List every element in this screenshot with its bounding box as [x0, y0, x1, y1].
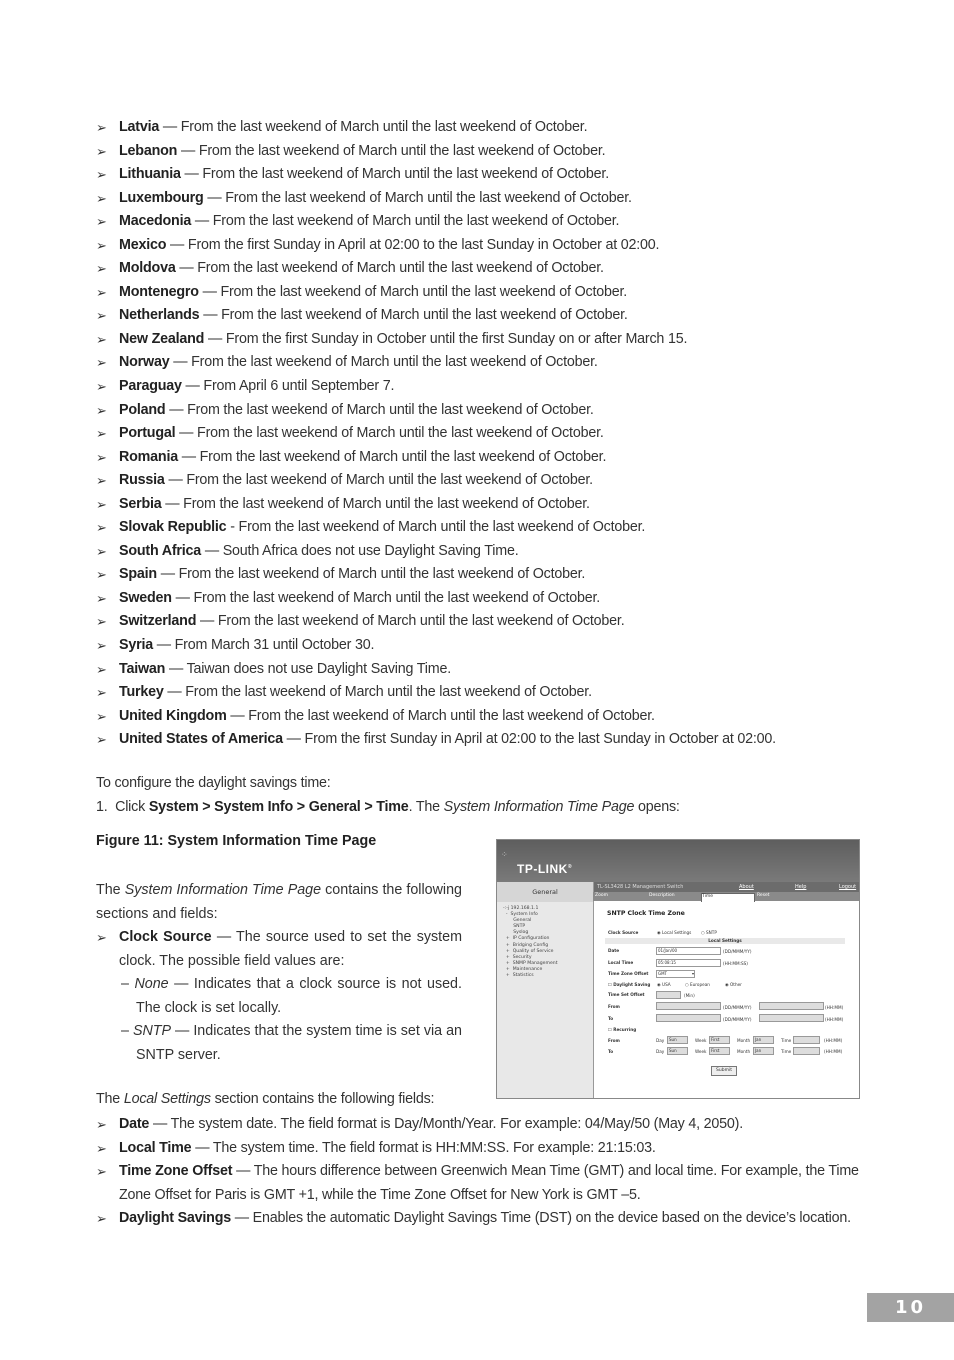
dst-rule: — From the last weekend of March until the last weekend of October.	[199, 307, 628, 324]
dst-country-item	[96, 422, 856, 446]
logo-text: TP-LINK	[517, 862, 568, 876]
country-name: Paraguay	[119, 378, 182, 395]
help-link[interactable]: Help	[795, 884, 807, 890]
nav-tree[interactable]: -:-j 192.168.1.1 - System Info General SNTP Syslog + IP Configuration + Bridging Config + Quality of Service + Security + SNMP Management + Maintenance + Statistics	[503, 906, 558, 979]
dst-country-item	[96, 375, 856, 399]
clock-source-item	[96, 926, 462, 973]
bullet-arrow-icon: ➢	[96, 1117, 107, 1132]
country-name: Spain	[119, 566, 157, 583]
about-link[interactable]: About	[739, 884, 754, 890]
submit-button[interactable]: Submit	[711, 1066, 737, 1076]
menu-path: System > System Info > General > Time	[148, 799, 409, 815]
dst-country-item	[96, 446, 856, 470]
bullet-arrow-icon: ➢	[96, 661, 107, 677]
to-recurring-time-input[interactable]	[793, 1047, 820, 1055]
dst-country-item	[96, 681, 856, 705]
country-name: Slovak Republic	[119, 519, 227, 536]
dst-country-item	[96, 493, 856, 517]
from-time-input[interactable]	[759, 1002, 824, 1010]
clock-source-label: Clock Source	[608, 930, 639, 935]
from-recurring-time-format: (HH:MM)	[824, 1038, 843, 1043]
bullet-arrow-icon: ➢	[96, 567, 107, 583]
logo-dots-icon: ⁘	[501, 850, 508, 859]
option-desc: — Indicates that the system time is set via an SNTP server.	[136, 1023, 462, 1063]
local-field-item	[96, 1137, 860, 1161]
local-settings-list	[96, 1113, 860, 1231]
dst-country-item	[96, 516, 856, 540]
dst-rule: — From the last weekend of March until the last weekend of October.	[177, 448, 607, 465]
radio-european[interactable]: ○ European	[685, 982, 710, 987]
logo-mark: ®	[567, 864, 573, 870]
dst-rule: — From April 6 until September 7.	[181, 378, 395, 395]
intro-paragraph	[96, 879, 462, 926]
radio-usa[interactable]: ◉ USA	[657, 982, 671, 987]
bullet-arrow-icon: ➢	[96, 143, 107, 159]
country-name: Serbia	[119, 495, 162, 512]
field-desc: — The system date. The field format is Day/Month/Year. For example: 04/May/50 (May 4, 2050).	[149, 1116, 744, 1132]
radio-label: Other	[730, 982, 742, 987]
time-set-offset-label: Time Set Offset	[608, 992, 645, 997]
radio-local-settings[interactable]: ◉ Local Settings	[657, 930, 692, 935]
step-number: 1.	[96, 799, 108, 815]
radio-label: European	[690, 982, 710, 987]
figure-caption: Figure 11: System Information Time Page	[96, 833, 377, 849]
local-intro-post: section contains the following fields:	[210, 1091, 435, 1107]
country-name: Netherlands	[119, 307, 200, 324]
bullet-arrow-icon: ➢	[96, 708, 107, 724]
dst-country-item	[96, 610, 856, 634]
bullet-arrow-icon: ➢	[96, 426, 107, 442]
radio-label: USA	[662, 982, 671, 987]
bullet-arrow-icon: ➢	[96, 543, 107, 559]
dst-rule: — From the last weekend of March until the last weekend of October.	[180, 166, 609, 183]
bullet-arrow-icon: ➢	[96, 261, 107, 277]
bullet-arrow-icon: ➢	[96, 284, 107, 300]
product-name: TL-SL3428 L2 Management Switch	[597, 884, 684, 890]
intro-page: System Information Time Page	[124, 882, 322, 898]
country-name: United Kingdom	[119, 707, 227, 724]
bullet-arrow-icon: ➢	[96, 590, 107, 606]
intro-pre: The	[96, 882, 125, 898]
chevron-down-icon: ▾	[691, 971, 694, 976]
dst-country-item	[96, 399, 856, 423]
local-intro-term: Local Settings	[123, 1091, 211, 1107]
bullet-arrow-icon: ➢	[96, 190, 107, 206]
step-mid: . The	[408, 799, 444, 815]
page-name: System Information Time Page	[443, 799, 635, 815]
from-date-format: (DD/MMM/YY)	[723, 1005, 752, 1010]
from-time-label: Time	[781, 1038, 792, 1043]
dst-rule: — From the last weekend of March until the last weekend of October.	[164, 472, 593, 489]
bullet-arrow-icon: ➢	[96, 1140, 107, 1156]
local-time-label: Local Time	[608, 960, 634, 965]
option-none	[96, 973, 462, 1020]
dst-rule: — From the last weekend of March until the last weekend of October.	[169, 354, 598, 371]
tz-value: GMT	[658, 971, 667, 976]
field-term: Date	[119, 1116, 150, 1132]
recurring-from-label: From	[608, 1038, 620, 1043]
tp-link-logo	[517, 862, 572, 876]
option-term: None	[134, 976, 169, 992]
local-settings-band: Local Settings	[605, 938, 845, 944]
bullet-arrow-icon: ➢	[96, 685, 107, 701]
country-name: Switzerland	[119, 613, 197, 630]
country-name: Portugal	[119, 425, 176, 442]
dst-country-item	[96, 540, 856, 564]
field-desc: — The hours difference between Greenwich Mean Time (GMT) and local time. For example, the Time Zone Offset for Paris is GMT +1, while the Time Zone Offset for New York is GMT –5.	[119, 1163, 859, 1203]
local-intro-pre: The	[96, 1091, 124, 1107]
time-format: (HH:MM:SS)	[723, 961, 748, 966]
country-name: Romania	[119, 448, 178, 465]
bullet-arrow-icon: ➢	[96, 331, 107, 347]
field-desc: — Enables the automatic Daylight Savings Time (DST) on the device based on the device’s location.	[231, 1210, 851, 1226]
option-desc: — Indicates that a clock source is not used. The clock is set locally.	[136, 976, 462, 1016]
dst-rule: — From the last weekend of March until the last weekend of October.	[196, 613, 625, 630]
step-post: opens:	[634, 799, 680, 815]
dst-rule: — From the first Sunday in April at 02:00 to the last Sunday in October at 02:00.	[166, 236, 660, 253]
country-name: Sweden	[119, 589, 172, 606]
offset-unit: (Min)	[684, 993, 695, 998]
intro-column	[96, 879, 462, 1067]
dst-country-item	[96, 328, 856, 352]
from-day-select[interactable]: Sun	[667, 1036, 688, 1044]
to-time-label: Time	[781, 1049, 792, 1054]
country-name: New Zealand	[119, 330, 205, 347]
dst-country-item	[96, 210, 856, 234]
bullet-arrow-icon: ➢	[96, 1211, 107, 1226]
dst-country-item	[96, 234, 856, 258]
bullet-arrow-icon: ➢	[96, 1164, 107, 1179]
dst-rule: — From the last weekend of March until the last weekend of October.	[226, 707, 655, 724]
bullet-arrow-icon: ➢	[96, 732, 107, 748]
to-time-format: (HH:MM)	[825, 1017, 844, 1022]
daylight-saving-checkbox[interactable]: ☐ Daylight Saving	[608, 982, 651, 987]
tab-time[interactable]: Time	[701, 893, 755, 903]
from-week-select[interactable]: First	[709, 1036, 730, 1044]
from-label: From	[608, 1004, 620, 1009]
country-name: Mexico	[119, 236, 167, 253]
section-title: SNTP Clock Time Zone	[607, 910, 685, 917]
to-date-input[interactable]	[656, 1014, 721, 1022]
bullet-arrow-icon: ➢	[96, 930, 107, 945]
field-term: Local Time	[119, 1139, 192, 1156]
from-date-input[interactable]	[656, 1002, 721, 1010]
date-format: (DD/MMM/YY)	[723, 949, 752, 954]
country-name: Russia	[119, 472, 165, 489]
sidebar-title: General	[497, 882, 593, 902]
country-name: South Africa	[119, 542, 202, 559]
dst-rule: — South Africa does not use Daylight Saving Time.	[201, 542, 519, 559]
radio-label: Local Settings	[662, 930, 692, 935]
dst-country-item	[96, 257, 856, 281]
country-name: Poland	[119, 401, 166, 418]
dst-country-item	[96, 563, 856, 587]
field-desc: — The system time. The field format is HH:MM:SS. For example: 21:15:03.	[191, 1139, 656, 1156]
bullet-arrow-icon: ➢	[96, 496, 107, 512]
dst-rule: — From the last weekend of March until the last weekend of October.	[156, 566, 586, 583]
dst-country-item	[96, 304, 856, 328]
dst-country-item	[96, 163, 856, 187]
dst-rule: — From the last weekend of March until the last weekend of October.	[163, 684, 592, 701]
local-settings-intro	[96, 1091, 434, 1107]
logout-link[interactable]: Logout	[839, 884, 857, 890]
dst-rule: — From the first Sunday in October until the first Sunday on or after March 15.	[204, 330, 688, 347]
dst-rule: — From the last weekend of March until the last weekend of October.	[177, 142, 606, 159]
bullet-arrow-icon: ➢	[96, 355, 107, 371]
country-name: Lebanon	[119, 142, 178, 159]
dst-rule: — From the last weekend of March until the last weekend of October.	[171, 589, 601, 606]
dst-country-item	[96, 728, 856, 752]
radio-sntp[interactable]: ○ SNTP	[701, 930, 717, 935]
bullet-arrow-icon: ➢	[96, 214, 107, 230]
local-field-item	[96, 1207, 860, 1231]
dst-rule: — From the last weekend of March until the last weekend of October.	[159, 119, 588, 135]
from-time-format: (HH:MM)	[825, 1005, 844, 1010]
recurring-to-label: To	[608, 1049, 614, 1054]
option-dash: –	[121, 1023, 133, 1039]
from-month-label: Month	[737, 1038, 751, 1043]
dst-rule: — From the last weekend of March until the last weekend of October.	[191, 213, 620, 230]
local-time-input[interactable]: 05:08:15	[656, 959, 721, 967]
dst-country-item	[96, 705, 856, 729]
to-day-label: Day	[656, 1049, 665, 1054]
configure-intro: To configure the daylight savings time:	[96, 775, 331, 791]
tz-offset-label: Time Zone Offset	[608, 971, 649, 976]
date-input[interactable]: 01/Jan/00	[656, 947, 721, 955]
dst-rule: — From the last weekend of March until the last weekend of October.	[198, 283, 628, 300]
date-label: Date	[608, 948, 620, 953]
dst-country-item	[96, 587, 856, 611]
bullet-arrow-icon: ➢	[96, 473, 107, 489]
dst-country-item	[96, 351, 856, 375]
time-set-offset-input[interactable]	[656, 991, 681, 999]
field-term: Time Zone Offset	[119, 1163, 233, 1179]
dst-rule: — From the last weekend of March until the last weekend of October.	[175, 425, 604, 442]
local-field-item	[96, 1160, 860, 1207]
dst-country-item	[96, 634, 856, 658]
country-name: United States of America	[119, 731, 283, 748]
country-name: Turkey	[119, 684, 164, 701]
to-day-select[interactable]: Sun	[667, 1047, 688, 1055]
dst-country-list	[96, 116, 856, 752]
radio-label: SNTP	[706, 930, 717, 935]
dst-country-item	[96, 469, 856, 493]
to-date-format: (DD/MMM/YY)	[723, 1017, 752, 1022]
dst-rule: — From the last weekend of March until the last weekend of October.	[175, 260, 604, 277]
bullet-arrow-icon: ➢	[96, 237, 107, 253]
country-name: Taiwan	[119, 660, 166, 677]
bullet-arrow-icon: ➢	[96, 520, 107, 536]
dst-rule: — From the first Sunday in April at 02:00 to the last Sunday in October at 02:00.	[282, 731, 776, 748]
from-month-select[interactable]: Jan	[753, 1036, 774, 1044]
to-week-select[interactable]: First	[709, 1047, 730, 1055]
recurring-label: Recurring	[613, 1027, 637, 1032]
bullet-arrow-icon: ➢	[96, 379, 107, 395]
country-name: Moldova	[119, 260, 176, 277]
page-number: 10	[867, 1293, 954, 1322]
clock-source-desc: — The source used to set the system clock. The possible field values are:	[119, 929, 462, 969]
bullet-arrow-icon: ➢	[96, 614, 107, 630]
dst-rule: — From the last weekend of March until the last weekend of October.	[165, 401, 594, 418]
to-month-label: Month	[737, 1049, 751, 1054]
dst-country-item	[96, 187, 856, 211]
recurring-checkbox[interactable]: ☐ Recurring	[608, 1027, 637, 1032]
dst-country-item	[96, 140, 856, 164]
tab-reset[interactable]: Reset	[757, 893, 770, 898]
field-term: Daylight Savings	[119, 1210, 231, 1226]
from-recurring-time-input[interactable]	[793, 1036, 820, 1044]
intro-post: contains the following sections and fields:	[96, 882, 463, 922]
country-name: Norway	[119, 354, 170, 371]
dst-rule: — From the last weekend of March until the last weekend of October.	[203, 189, 632, 206]
to-recurring-time-format: (HH:MM)	[824, 1049, 843, 1054]
dst-rule: — From the last weekend of March until the last weekend of October.	[161, 495, 590, 512]
to-week-label: Week	[695, 1049, 707, 1054]
bullet-arrow-icon: ➢	[96, 449, 107, 465]
dst-country-item	[96, 658, 856, 682]
country-name: Montenegro	[119, 283, 199, 300]
country-name: Syria	[119, 637, 153, 654]
country-name: Luxembourg	[119, 189, 204, 206]
bullet-arrow-icon: ➢	[96, 638, 107, 654]
country-name: Macedonia	[119, 213, 192, 230]
clock-source-term: Clock Source	[119, 929, 212, 945]
dst-country-item	[96, 116, 856, 140]
bullet-arrow-icon: ➢	[96, 402, 107, 418]
system-time-page-screenshot	[496, 839, 860, 1099]
country-name: Latvia	[119, 119, 160, 135]
tz-offset-select[interactable]	[656, 970, 695, 978]
to-label: To	[608, 1016, 614, 1021]
radio-other[interactable]: ◉ Other	[725, 982, 742, 987]
dst-country-item	[96, 281, 856, 305]
to-time-input[interactable]	[759, 1014, 824, 1022]
dst-label: Daylight Saving	[613, 982, 651, 987]
step-pre: Click	[115, 799, 149, 815]
from-week-label: Week	[695, 1038, 707, 1043]
step-1	[96, 799, 680, 815]
to-month-select[interactable]: Jan	[753, 1047, 774, 1055]
option-term: SNTP	[132, 1023, 172, 1039]
bullet-arrow-icon: ➢	[96, 308, 107, 324]
bullet-arrow-icon: ➢	[96, 167, 107, 183]
tab-zoom[interactable]: Zoom	[595, 893, 608, 898]
country-name: Lithuania	[119, 166, 181, 183]
option-sntp	[96, 1020, 462, 1067]
from-day-label: Day	[656, 1038, 665, 1043]
local-field-item	[96, 1113, 860, 1137]
dst-rule: — From March 31 until October 30.	[152, 637, 375, 654]
bullet-arrow-icon: ➢	[96, 120, 107, 135]
dst-rule: - From the last weekend of March until the last weekend of October.	[226, 519, 646, 536]
dst-rule: — Taiwan does not use Daylight Saving Time.	[165, 660, 451, 677]
tab-description[interactable]: Description	[649, 893, 675, 898]
option-dash: –	[121, 976, 135, 992]
